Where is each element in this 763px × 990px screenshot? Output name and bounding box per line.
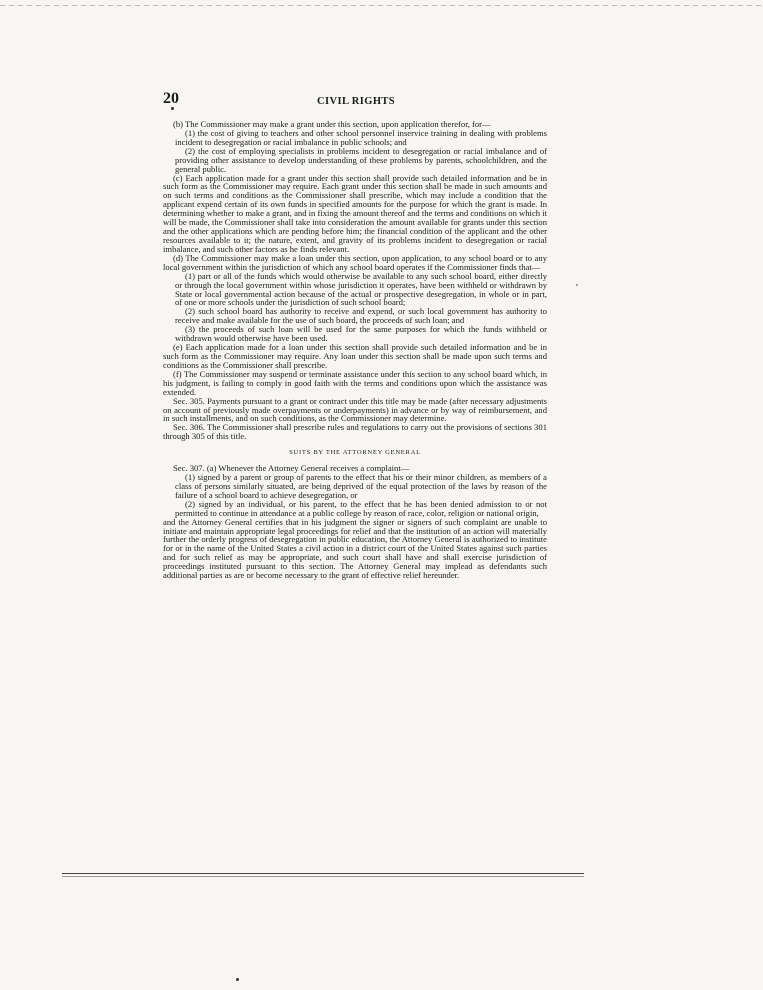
paragraph: Sec. 305. Payments pursuant to a grant or contract under this title may be made (after necessary adjustments on account of previously made overpayments or underpayments) in advance or by way of reimbursement, and in such installments, and on such conditions, as the Commissioner may determine. xyxy=(163,395,547,424)
body-text xyxy=(163,120,547,580)
scan-speck xyxy=(576,284,578,286)
paragraph: (1) signed by a parent or group of parents to the effect that his or their minor children, as members of a class of persons similarly situated, are being deprived of the equal protection of the laws by reason of the failure of a school board to achieve desegregation, or xyxy=(175,472,547,500)
paragraph: (d) The Commissioner may make a loan under this section, upon application, to any school board or to any local government within the jurisdiction of which any school board operates if the Commissioner finds that— xyxy=(163,252,547,272)
page-number: 20 xyxy=(163,90,179,107)
paragraph: (3) the proceeds of such loan will be used for the same purposes for which the funds withheld or withdrawn would otherwise have been used. xyxy=(175,324,547,344)
paragraph: (1) the cost of giving to teachers and other school personnel inservice training in dealing with problems incident to desegregation or racial imbalance in public schools; and xyxy=(175,127,547,147)
paragraph: and the Attorney General certifies that in his judgment the signer or signers of such complaint are unable to initiate and maintain appropriate legal proceedings for relief and that the institution of an action will materially further the orderly progress of desegregation in public education, the Attorney General is authorized to institute for or in the name of the United States a civil action in a district court of the United States against such parties and for such relief as may be appropriate, and such court shall have and shall exercise jurisdiction of proceedings instituted pursuant to this section. The Attorney General may implead as defendants such additional parties as are or become necessary to the grant of effective relief hereunder. xyxy=(163,516,547,581)
paragraph: (f) The Commissioner may suspend or terminate assistance under this section to any school board which, in his judgment, is failing to comply in good faith with the terms and conditions upon which the assistance was extended. xyxy=(163,368,547,397)
scan-speck xyxy=(236,978,239,981)
paragraph: (2) such school board has authority to receive and expend, or such local government has authority to receive and make available for the use of such board, the proceeds of such loan; and xyxy=(175,306,547,326)
paragraph: (c) Each application made for a grant under this section shall provide such detailed information and be in such form as the Commissioner may require. Each grant under this section shall be made in such amounts and on such terms and conditions as the Commissioner shall prescribe, which may include a condition that the applicant expend certain of its own funds in specified amounts for the purpose for which the grant is made. In determining whether to make a grant, and in fixing the amount thereof and the terms and conditions on which it will be made, the Commissioner shall take into consideration the amount available for grants under this section and the other applications which are pending before him; the financial condition of the applicant and the other resources available to it; the nature, extent, and gravity of its problems incident to desegregation or racial imbalance, and such other factors as he finds relevant. xyxy=(163,172,547,254)
scan-speck xyxy=(171,107,174,110)
section-heading: SUITS BY THE ATTORNEY GENERAL xyxy=(289,449,421,457)
bottom-rule-secondary xyxy=(62,876,584,877)
bottom-rule xyxy=(62,873,584,874)
paragraph: (b) The Commissioner may make a grant under this section, upon application therefor, for— xyxy=(173,119,491,129)
paragraph: (e) Each application made for a loan under this section shall provide such detailed information and be in such form as the Commissioner may require. Any loan under this section shall be made upon such terms and conditions as the Commissioner shall prescribe. xyxy=(163,342,547,370)
paragraph: Sec. 306. The Commissioner shall prescribe rules and regulations to carry out the provisions of sections 301 through 305 of this title. xyxy=(163,422,547,442)
scan-edge-line xyxy=(0,5,763,6)
running-head: CIVIL RIGHTS xyxy=(317,96,396,107)
paragraph: (1) part or all of the funds which would otherwise be available to any such school board, either directly or through the local government within whose jurisdiction it operates, have been withheld or withdrawn by State or local governmental action because of the actual or prospective desegregation, in whole or in part, of one or more schools under the jurisdiction of such school board; xyxy=(175,270,547,308)
paragraph: (2) the cost of employing specialists in problems incident to desegregation or racial imbalance and of providing other assistance to develop understanding of these problems by parents, schoolchildren, and the general public. xyxy=(175,145,547,174)
paragraph: (2) signed by an individual, or his parent, to the effect that he has been denied admission to or not permitted to continue in attendance at a public college by reason of race, color, religion or national origin, xyxy=(175,498,547,518)
paragraph: Sec. 307. (a) Whenever the Attorney General receives a complaint— xyxy=(173,463,410,474)
